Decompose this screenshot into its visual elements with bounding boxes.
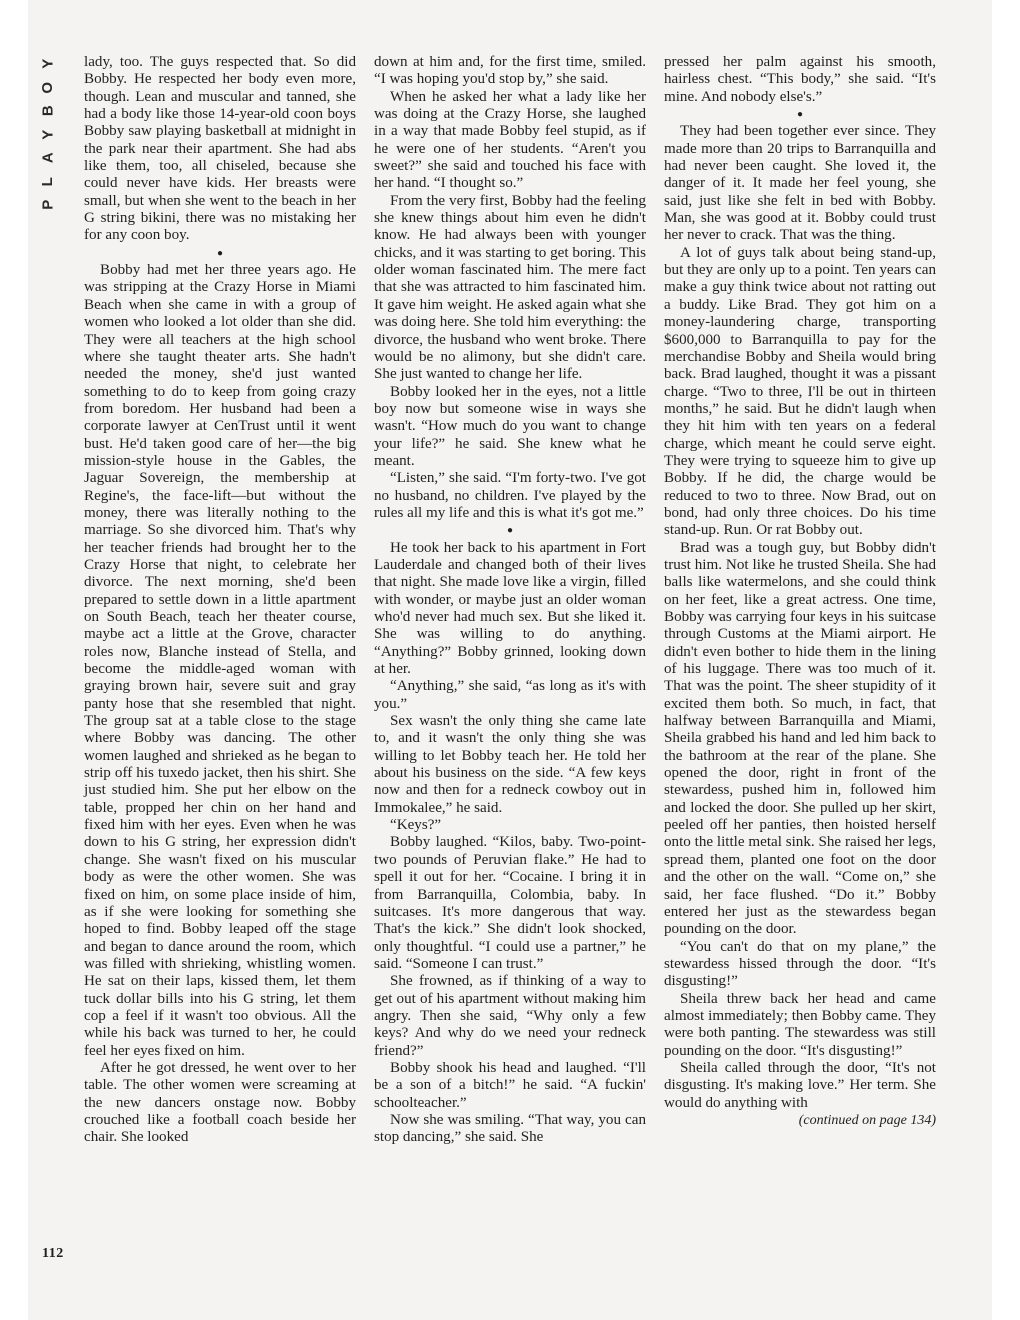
section-break-bullet: ● <box>506 525 514 537</box>
page-number: 112 <box>42 1246 64 1261</box>
paragraph: From the very first, Bobby had the feeling she knew things about him even he didn't know. He had always been with younger chicks, and it was starting to get boring. This older woman fascinated him. The mere fact that she was attracted to him fascinated him. It gave him weight. He asked again what she was doing here. She told him everything: the divorce, the husband who went broke. There would be no alimony, but she didn't care. She just wanted to change her life. <box>374 192 646 383</box>
masthead-letter: O <box>39 81 57 94</box>
magazine-page <box>28 0 992 1320</box>
paragraph: lady, too. The guys respected that. So did Bobby. He respected her body even more, though. Lean and muscular and tanned, she had a body like those 14-year-old coon boys Bobby saw playing basketball at midnight in the park near their apartment. She had abs like them, too, all chiseled, because she could never have kids. Her breasts were small, but when she went to the beach in her G string bikini, there was no mistaking her for any coon boy. <box>84 54 356 244</box>
masthead-letter: L <box>39 176 57 186</box>
paragraph: pressed her palm against his smooth, hairless chest. “This body,” she said. “It's mine. And nobody else's.” <box>664 54 936 105</box>
paragraph: Bobby laughed. “Kilos, baby. Two-point-two pounds of Peruvian flake.” He had to spell it out for her. “Cocaine. I bring it in from Barranquilla, Colombia, baby. In suitcases. It's more dangerous that way. That's the kick.” She didn't look shocked, only thoughtful. “I could use a partner,” he said. “Someone I can trust.” <box>374 834 646 972</box>
paragraph: Sheila threw back her head and came almost immediately; then Bobby came. They were both panting. The stewardess was still pounding on the door. “It's disgusting!” <box>664 990 936 1059</box>
text-column-3 <box>664 54 936 1129</box>
paragraph: Bobby looked her in the eyes, not a little boy now but someone wise in ways she wasn't. “How much do you want to change your life?” he said. She knew what he meant. <box>374 383 646 469</box>
paragraph: When he asked her what a lady like her was doing at the Crazy Horse, she laughed in a way that made Bobby feel stupid, as if he were one of her students. “Aren't you sweet?” she said and touched his face with her hand. “I thought so.” <box>374 88 646 192</box>
paragraph: Sex wasn't the only thing she came late to, and it wasn't the only thing she was willing to let Bobby teach her. He told her about his business on the side. “A few keys now and then for a redneck cowboy out in Immokalee,” he said. <box>374 713 646 816</box>
paragraph: “You can't do that on my plane,” the stewardess hissed through the door. “It's disgusting!” <box>664 938 936 990</box>
paragraph: A lot of guys talk about being stand-up, but they are only up to a point. Ten years can make a guy think twice about not ratting out a buddy. Like Brad. They got him on a money-laundering charge, transporting $600,000 to Barranquilla to pay for the merchandise Bobby and Sheila would bring back. Brad laughed, thought it was a pissant charge. “Two to three, I'll be out in thirteen months,” he said. But he didn't laugh when they hit him with ten years on a federal charge, which meant he could serve eight. They were trying to squeeze him to give up Bobby. If he did, the charge would be reduced to two to three. Now Brad, out on bond, had only three choices. Do his time stand-up. Run. Or rat Bobby out. <box>664 244 936 539</box>
paragraph: Sheila called through the door, “It's not disgusting. It's making love.” Her term. She would do anything with <box>664 1059 936 1111</box>
section-break-bullet: ● <box>216 247 224 259</box>
paragraph: “Keys?” <box>390 817 442 834</box>
paragraph: She frowned, as if thinking of a way to get out of his apartment without making him angry. Then she said, “Why only a few keys? And why do we need your redneck friend?” <box>374 973 646 1059</box>
paragraph: Now she was smiling. “That way, you can stop dancing,” she said. She <box>374 1111 646 1146</box>
masthead-letter: P <box>39 199 57 210</box>
paragraph: After he got dressed, he went over to her table. The other women were screaming at the new dancers onstage now. Bobby crouched like a football coach beside her chair. She looked <box>84 1059 356 1146</box>
masthead-letter: A <box>39 152 57 164</box>
masthead-letter: Y <box>39 129 57 140</box>
paragraph: down at him and, for the first time, smiled. “I was hoping you'd stop by,” she said. <box>374 54 646 88</box>
paragraph: Bobby shook his head and laughed. “I'll be a son of a bitch!” he said. “A fuckin' schoolteacher.” <box>374 1059 646 1111</box>
section-break-bullet: ● <box>796 109 804 121</box>
paragraph: “Anything,” she said, “as long as it's with you.” <box>374 678 646 712</box>
paragraph: Bobby had met her three years ago. He was stripping at the Crazy Horse in Miami Beach when she came in with a group of women who looked a lot older than she did. They were all teachers at the high school where she taught theater arts. She hadn't needed the money, she'd just wanted something to do to keep from going crazy from boredom. Her husband had been a corporate lawyer at CenTrust until it went bust. He'd taken good care of her—the big mission-style house in the Gables, the Jaguar Sovereign, the membership at Regine's, the face-lift—but without the money, there was literally nothing to the marriage. So she divorced him. That's why her teacher friends had brought her to the Crazy Horse that night, to celebrate her divorce. The next morning, she'd been prepared to settle down in a little apartment on South Beach, teach her theater course, maybe act a little at the Grove, character roles now, Blanche instead of Stella, and become the middle-aged woman with graying brown hair, severe suit and gray panty hose that she resembled that night. The group sat at a table close to the stage where Bobby was dancing. The other women laughed and shrieked as he began to strip off his tuxedo jacket, then his shirt. She just studied him. She put her elbow on the table, propped her chin on her hand and fixed him with her eyes. Even when he was down to his G string, her expression didn't change. She wasn't fixed on his muscular body as were the other women. She was fixed on him, on some place inside of him, as if she were looking for something she hoped to find. Bobby leaped off the stage and began to dance around the room, which was filled with shrieking, whistling women. He sat on their laps, kissed them, let them tuck dollar bills into his G string, let them cop a feel if it wasn't too obvious. All the while his back was turned to her, he could feel her eyes fixed on him. <box>84 262 356 1059</box>
masthead-letter: B <box>39 105 57 117</box>
continued-note: (continued on page 134) <box>798 1112 936 1128</box>
text-column-1 <box>84 54 356 1147</box>
masthead-letter: Y <box>39 58 57 69</box>
paragraph: He took her back to his apartment in Fort Lauderdale and changed both of their lives that night. She made love like a virgin, filled with wonder, or maybe just an older woman who'd never had much sex. But she liked it. She was willing to do anything. “Anything?” Bobby grinned, looking down at her. <box>374 539 646 678</box>
masthead-vertical <box>36 52 68 217</box>
paragraph: Brad was a tough guy, but Bobby didn't trust him. Not like he trusted Sheila. She had balls like watermelons, and she could think on her feet, like a great actress. One time, Bobby was carrying four keys in his suitcase through Customs at the Miami airport. He didn't even bother to hide them in the lining of his luggage. There was too much of it. That was the point. The sheer stupidity of it excited them both. So much, in fact, that halfway between Barranquilla and Miami, Sheila grabbed his hand and led him back to the bathroom at the rear of the plane. She opened the door, right in front of the stewardess, pushed him in, followed him and locked the door. She pulled up her skirt, peeled off her panties, then hoisted herself onto the little metal sink. She raised her legs, spread them, planted one foot on the door and the other on the wall. “Come on,” she said, her face flushed. “Do it.” Bobby entered her just as the stewardess began pounding on the door. <box>664 539 936 938</box>
text-column-2 <box>374 54 646 1147</box>
paragraph: “Listen,” she said. “I'm forty-two. I've got no husband, no children. I've played by the rules all my life and this is what it's got me.” <box>374 470 646 521</box>
paragraph: They had been together ever since. They made more than 20 trips to Barranquilla and had never been caught. She loved it, the danger of it. It made her feel young, she said, just like she felt in bed with Bobby. Man, she was good at it. Bobby could trust her never to crack. That was the thing. <box>664 123 936 244</box>
